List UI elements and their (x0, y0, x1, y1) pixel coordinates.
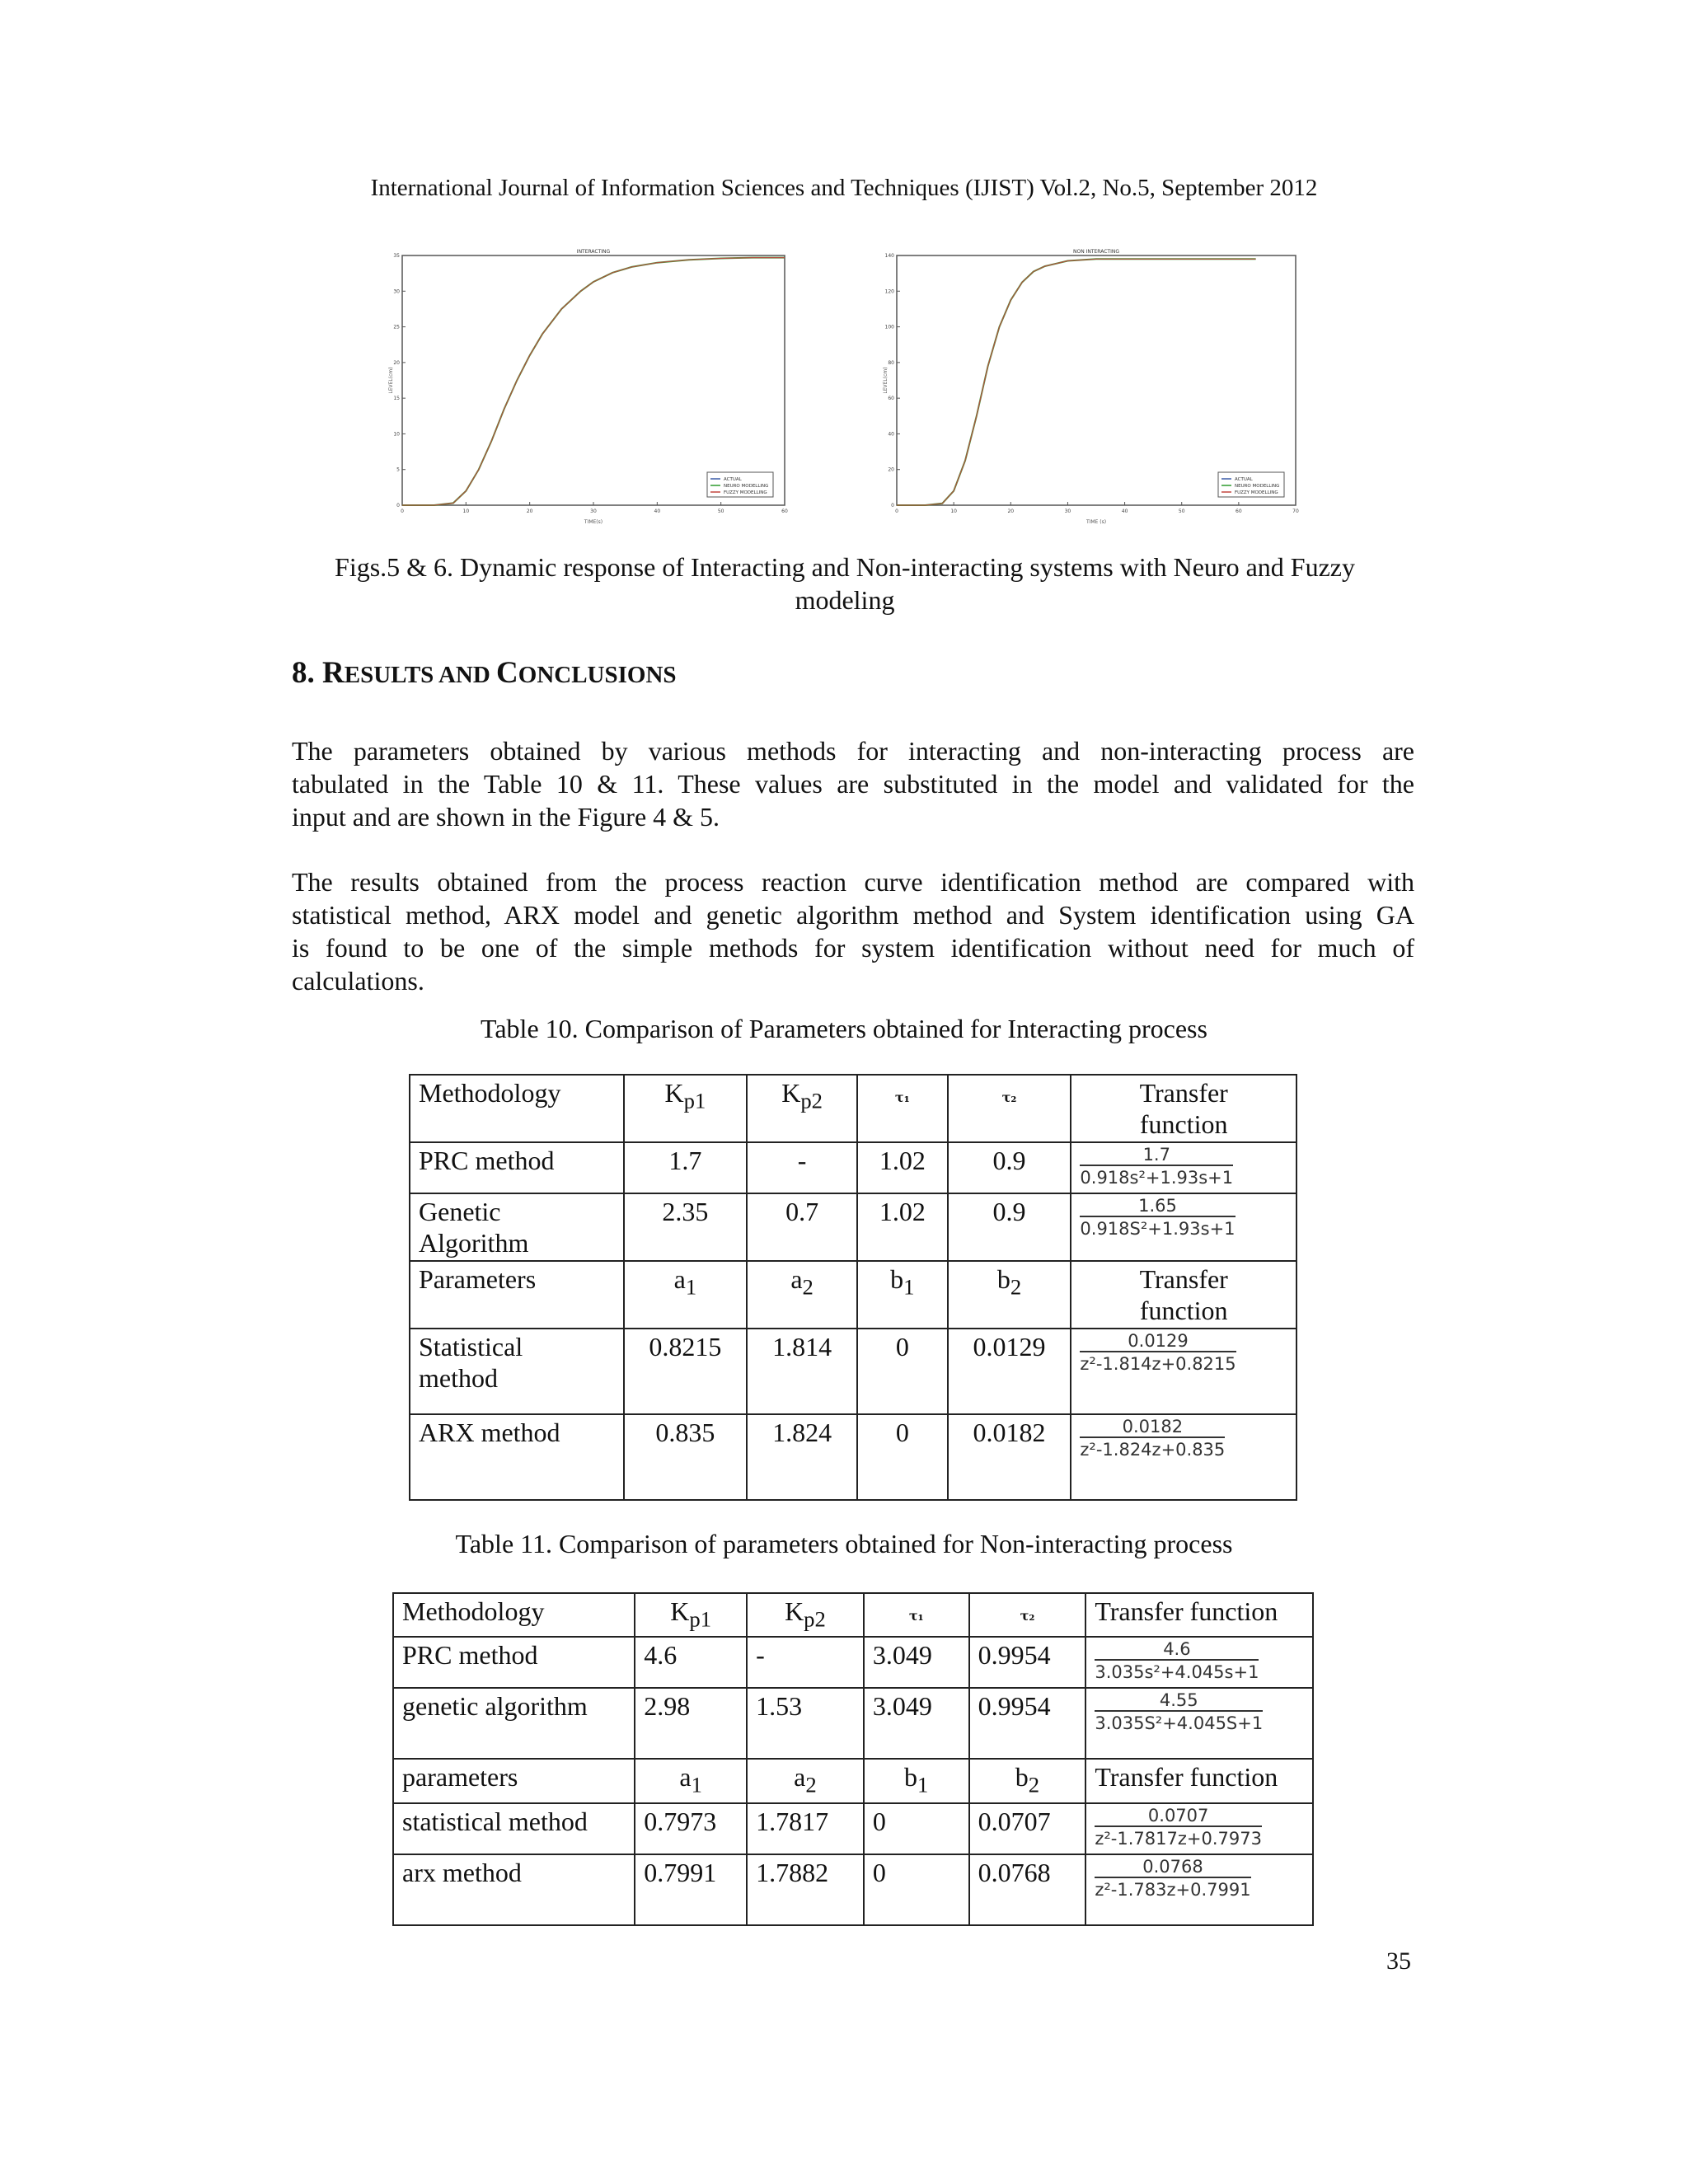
cell: 4.6 (635, 1637, 747, 1688)
transfer-function-cell: $\frac{1.65}{\text{0.918S²+1.93s+1}}$ (1071, 1193, 1296, 1261)
cell: 0.9954 (969, 1637, 1086, 1688)
cell: 0.7973 (635, 1803, 747, 1854)
table-row (410, 1261, 1296, 1329)
legend-entry: NEURO MODELLING (724, 484, 769, 489)
plot-frame (402, 255, 785, 505)
cell: Genetic Algorithm (410, 1193, 624, 1261)
table-row (393, 1688, 1313, 1759)
cell: 0.9 (948, 1193, 1071, 1261)
figure-non-interacting (882, 244, 1302, 528)
paragraph-line: input and are shown in the Figure 4 & 5. (292, 802, 720, 832)
header-cell: parameters (393, 1759, 635, 1802)
cell: statistical method (393, 1803, 635, 1854)
chart-title: NON INTERACTING (1072, 249, 1120, 255)
header-cell: $a_1$ (624, 1261, 748, 1329)
paragraph-line: tabulated in the Table 10 & 11. These values are substituted in the model and validated for the (292, 769, 1414, 799)
y-tick-label: 5 (396, 466, 400, 473)
x-tick-label: 60 (781, 509, 788, 514)
caption-line: Figs.5 & 6. Dynamic response of Interacting and Non-interacting systems with Neuro and Fuzzy (335, 552, 1355, 582)
cell: 0 (857, 1414, 948, 1500)
table-row (410, 1329, 1296, 1414)
x-tick-label: 50 (1178, 509, 1185, 514)
table-row (410, 1075, 1296, 1142)
header-cell: Transfer function (1085, 1593, 1313, 1637)
y-tick-label: 60 (888, 396, 894, 402)
cell: Statistical method (410, 1329, 624, 1414)
section-title-part: ESULTS AND (344, 662, 497, 688)
cell: 2.35 (624, 1193, 748, 1261)
header-cell: τ₁ (864, 1593, 969, 1637)
x-tick-label: 10 (462, 509, 470, 514)
header-cell: Transfer function (1071, 1075, 1296, 1142)
transfer-function-cell: $\frac{0.0129}{\text{z²-1.814z+0.8215}}$ (1071, 1329, 1296, 1414)
x-tick-label: 0 (895, 509, 898, 514)
chart-svg (387, 244, 791, 528)
y-axis-label: LEVEL(cm) (883, 367, 889, 394)
y-tick-label: 140 (884, 253, 894, 259)
cell: 0.0768 (969, 1854, 1086, 1925)
transfer-function-cell: $\frac{0.0707}{\text{z²-1.7817z+0.7973}}$ (1085, 1803, 1313, 1854)
x-tick-label: 60 (1236, 509, 1242, 514)
paragraph-line: statistical method, ARX model and genetic algorithm method and System identification using GA (292, 900, 1414, 930)
figure-interacting (387, 244, 791, 528)
x-tick-label: 40 (1121, 509, 1128, 514)
header-cell: $a_1$ (635, 1759, 747, 1802)
transfer-function-cell: $\frac{0.0182}{\text{z²-1.824z+0.835}}$ (1071, 1414, 1296, 1500)
cell: 0.7 (747, 1193, 857, 1261)
cell: - (747, 1142, 857, 1193)
chart-svg (882, 244, 1302, 528)
cell: 0.0182 (948, 1414, 1071, 1500)
journal-header: International Journal of Information Sciences and Techniques (IJIST) Vol.2, No.5, September 2012 (370, 175, 1318, 201)
cell: 3.049 (864, 1688, 969, 1759)
section-title-part: ONCLUSIONS (518, 662, 677, 688)
y-tick-label: 10 (393, 431, 400, 438)
cell: 0.7991 (635, 1854, 747, 1925)
table-11 (392, 1592, 1314, 1926)
cell: 0.0707 (969, 1803, 1086, 1854)
cell: 0 (857, 1329, 948, 1414)
x-tick-label: 70 (1292, 509, 1299, 514)
table-10 (409, 1074, 1297, 1501)
table-row (393, 1803, 1313, 1854)
table11-caption: Table 11. Comparison of parameters obtained for Non-interacting process (455, 1529, 1233, 1558)
cell: arx method (393, 1854, 635, 1925)
legend-entry: ACTUAL (1235, 477, 1253, 482)
y-tick-label: 25 (393, 324, 400, 330)
header-cell: τ₂ (948, 1075, 1071, 1142)
paragraph-line: is found to be one of the simple methods for system identification without need for much of (292, 933, 1414, 963)
paragraph-line: calculations. (292, 966, 424, 996)
cell: 0.835 (624, 1414, 748, 1500)
y-tick-label: 80 (888, 359, 894, 366)
y-tick-label: 120 (884, 288, 894, 295)
header-cell: Transfer function (1085, 1759, 1313, 1802)
header-cell: τ₂ (969, 1593, 1086, 1637)
paragraph-1 (292, 734, 1414, 833)
cell: 1.824 (747, 1414, 857, 1500)
legend-entry: NEURO MODELLING (1235, 484, 1280, 489)
section-number: 8. R (292, 656, 345, 690)
paragraph-line: The parameters obtained by various methods for interacting and non-interacting process are (292, 736, 1414, 766)
legend-entry: ACTUAL (724, 477, 742, 482)
y-tick-label: 40 (888, 431, 894, 438)
header-cell: Transfer function (1071, 1261, 1296, 1329)
x-tick-label: 40 (654, 509, 661, 514)
table-row (410, 1414, 1296, 1500)
paragraph-2 (292, 865, 1414, 997)
y-tick-label: 30 (393, 288, 400, 295)
cell: 0.9 (948, 1142, 1071, 1193)
caption-line: modeling (795, 585, 895, 615)
table-row (393, 1759, 1313, 1802)
y-tick-label: 20 (393, 359, 400, 366)
cell: 1.7817 (747, 1803, 864, 1854)
cell: PRC method (393, 1637, 635, 1688)
header-cell: Methodology (393, 1593, 635, 1637)
cell: 1.7882 (747, 1854, 864, 1925)
y-axis-label: LEVEL(cm) (388, 367, 394, 394)
x-tick-label: 20 (526, 509, 533, 514)
y-tick-label: 35 (393, 253, 400, 259)
chart-title: INTERACTING (576, 249, 611, 255)
cell: 0.8215 (624, 1329, 748, 1414)
x-axis-label: TIME (s) (1085, 519, 1107, 525)
cell: ARX method (410, 1414, 624, 1500)
cell: - (747, 1637, 864, 1688)
header-cell: $K_{p2}$ (747, 1593, 864, 1637)
header-cell: $a_2$ (747, 1759, 864, 1802)
cell: 0.0129 (948, 1329, 1071, 1414)
section-title-part: C (496, 656, 518, 690)
x-tick-label: 0 (401, 509, 404, 514)
legend-entry: FUZZY MODELLING (1235, 490, 1278, 495)
cell: 1.53 (747, 1688, 864, 1759)
table-row (393, 1854, 1313, 1925)
y-tick-label: 100 (884, 324, 894, 330)
plot-frame (897, 255, 1296, 505)
cell: genetic algorithm (393, 1688, 635, 1759)
paragraph-line: The results obtained from the process reaction curve identification method are compared with (292, 867, 1414, 897)
x-tick-label: 20 (1007, 509, 1015, 514)
header-cell: Methodology (410, 1075, 624, 1142)
header-cell: $K_{p1}$ (635, 1593, 747, 1637)
header-cell: $K_{p1}$ (624, 1075, 748, 1142)
header-cell: $b_1$ (857, 1261, 948, 1329)
y-tick-label: 0 (891, 503, 894, 509)
cell: 3.049 (864, 1637, 969, 1688)
x-tick-label: 50 (717, 509, 724, 514)
cell: 1.7 (624, 1142, 748, 1193)
cell: 1.02 (857, 1193, 948, 1261)
cell: PRC method (410, 1142, 624, 1193)
cell: 0 (864, 1854, 969, 1925)
table-row (410, 1193, 1296, 1261)
header-cell: τ₁ (857, 1075, 948, 1142)
figure-caption (280, 551, 1409, 616)
x-axis-label: TIME(s) (584, 519, 603, 525)
x-tick-label: 30 (1064, 509, 1071, 514)
page-number: 35 (1386, 1947, 1411, 1975)
transfer-function-cell: $\frac{0.0768}{\text{z²-1.783z+0.7991}}$ (1085, 1854, 1313, 1925)
header-cell: $b_2$ (969, 1759, 1086, 1802)
legend-entry: FUZZY MODELLING (724, 490, 767, 495)
cell: 0 (864, 1803, 969, 1854)
table10-caption: Table 10. Comparison of Parameters obtained for Interacting process (481, 1014, 1207, 1043)
y-tick-label: 20 (888, 466, 894, 473)
cell: 1.814 (747, 1329, 857, 1414)
header-cell: $K_{p2}$ (747, 1075, 857, 1142)
x-tick-label: 10 (950, 509, 957, 514)
cell: 0.9954 (969, 1688, 1086, 1759)
header-cell: $a_2$ (747, 1261, 857, 1329)
transfer-function-cell: $\frac{4.6}{\text{3.035s²+4.045s+1}}$ (1085, 1637, 1313, 1688)
header-cell: Parameters (410, 1261, 624, 1329)
transfer-function-cell: $\frac{1.7}{\text{0.918s²+1.93s+1}}$ (1071, 1142, 1296, 1193)
y-tick-label: 15 (393, 396, 400, 402)
table-row (410, 1142, 1296, 1193)
transfer-function-cell: $\frac{4.55}{\text{3.035S²+4.045S+1}}$ (1085, 1688, 1313, 1759)
section-heading (292, 655, 677, 691)
header-cell: $b_1$ (864, 1759, 969, 1802)
x-tick-label: 30 (590, 509, 597, 514)
cell: 1.02 (857, 1142, 948, 1193)
header-cell: $b_2$ (948, 1261, 1071, 1329)
table-row (393, 1637, 1313, 1688)
cell: 2.98 (635, 1688, 747, 1759)
y-tick-label: 0 (396, 503, 400, 509)
table-row (393, 1593, 1313, 1637)
